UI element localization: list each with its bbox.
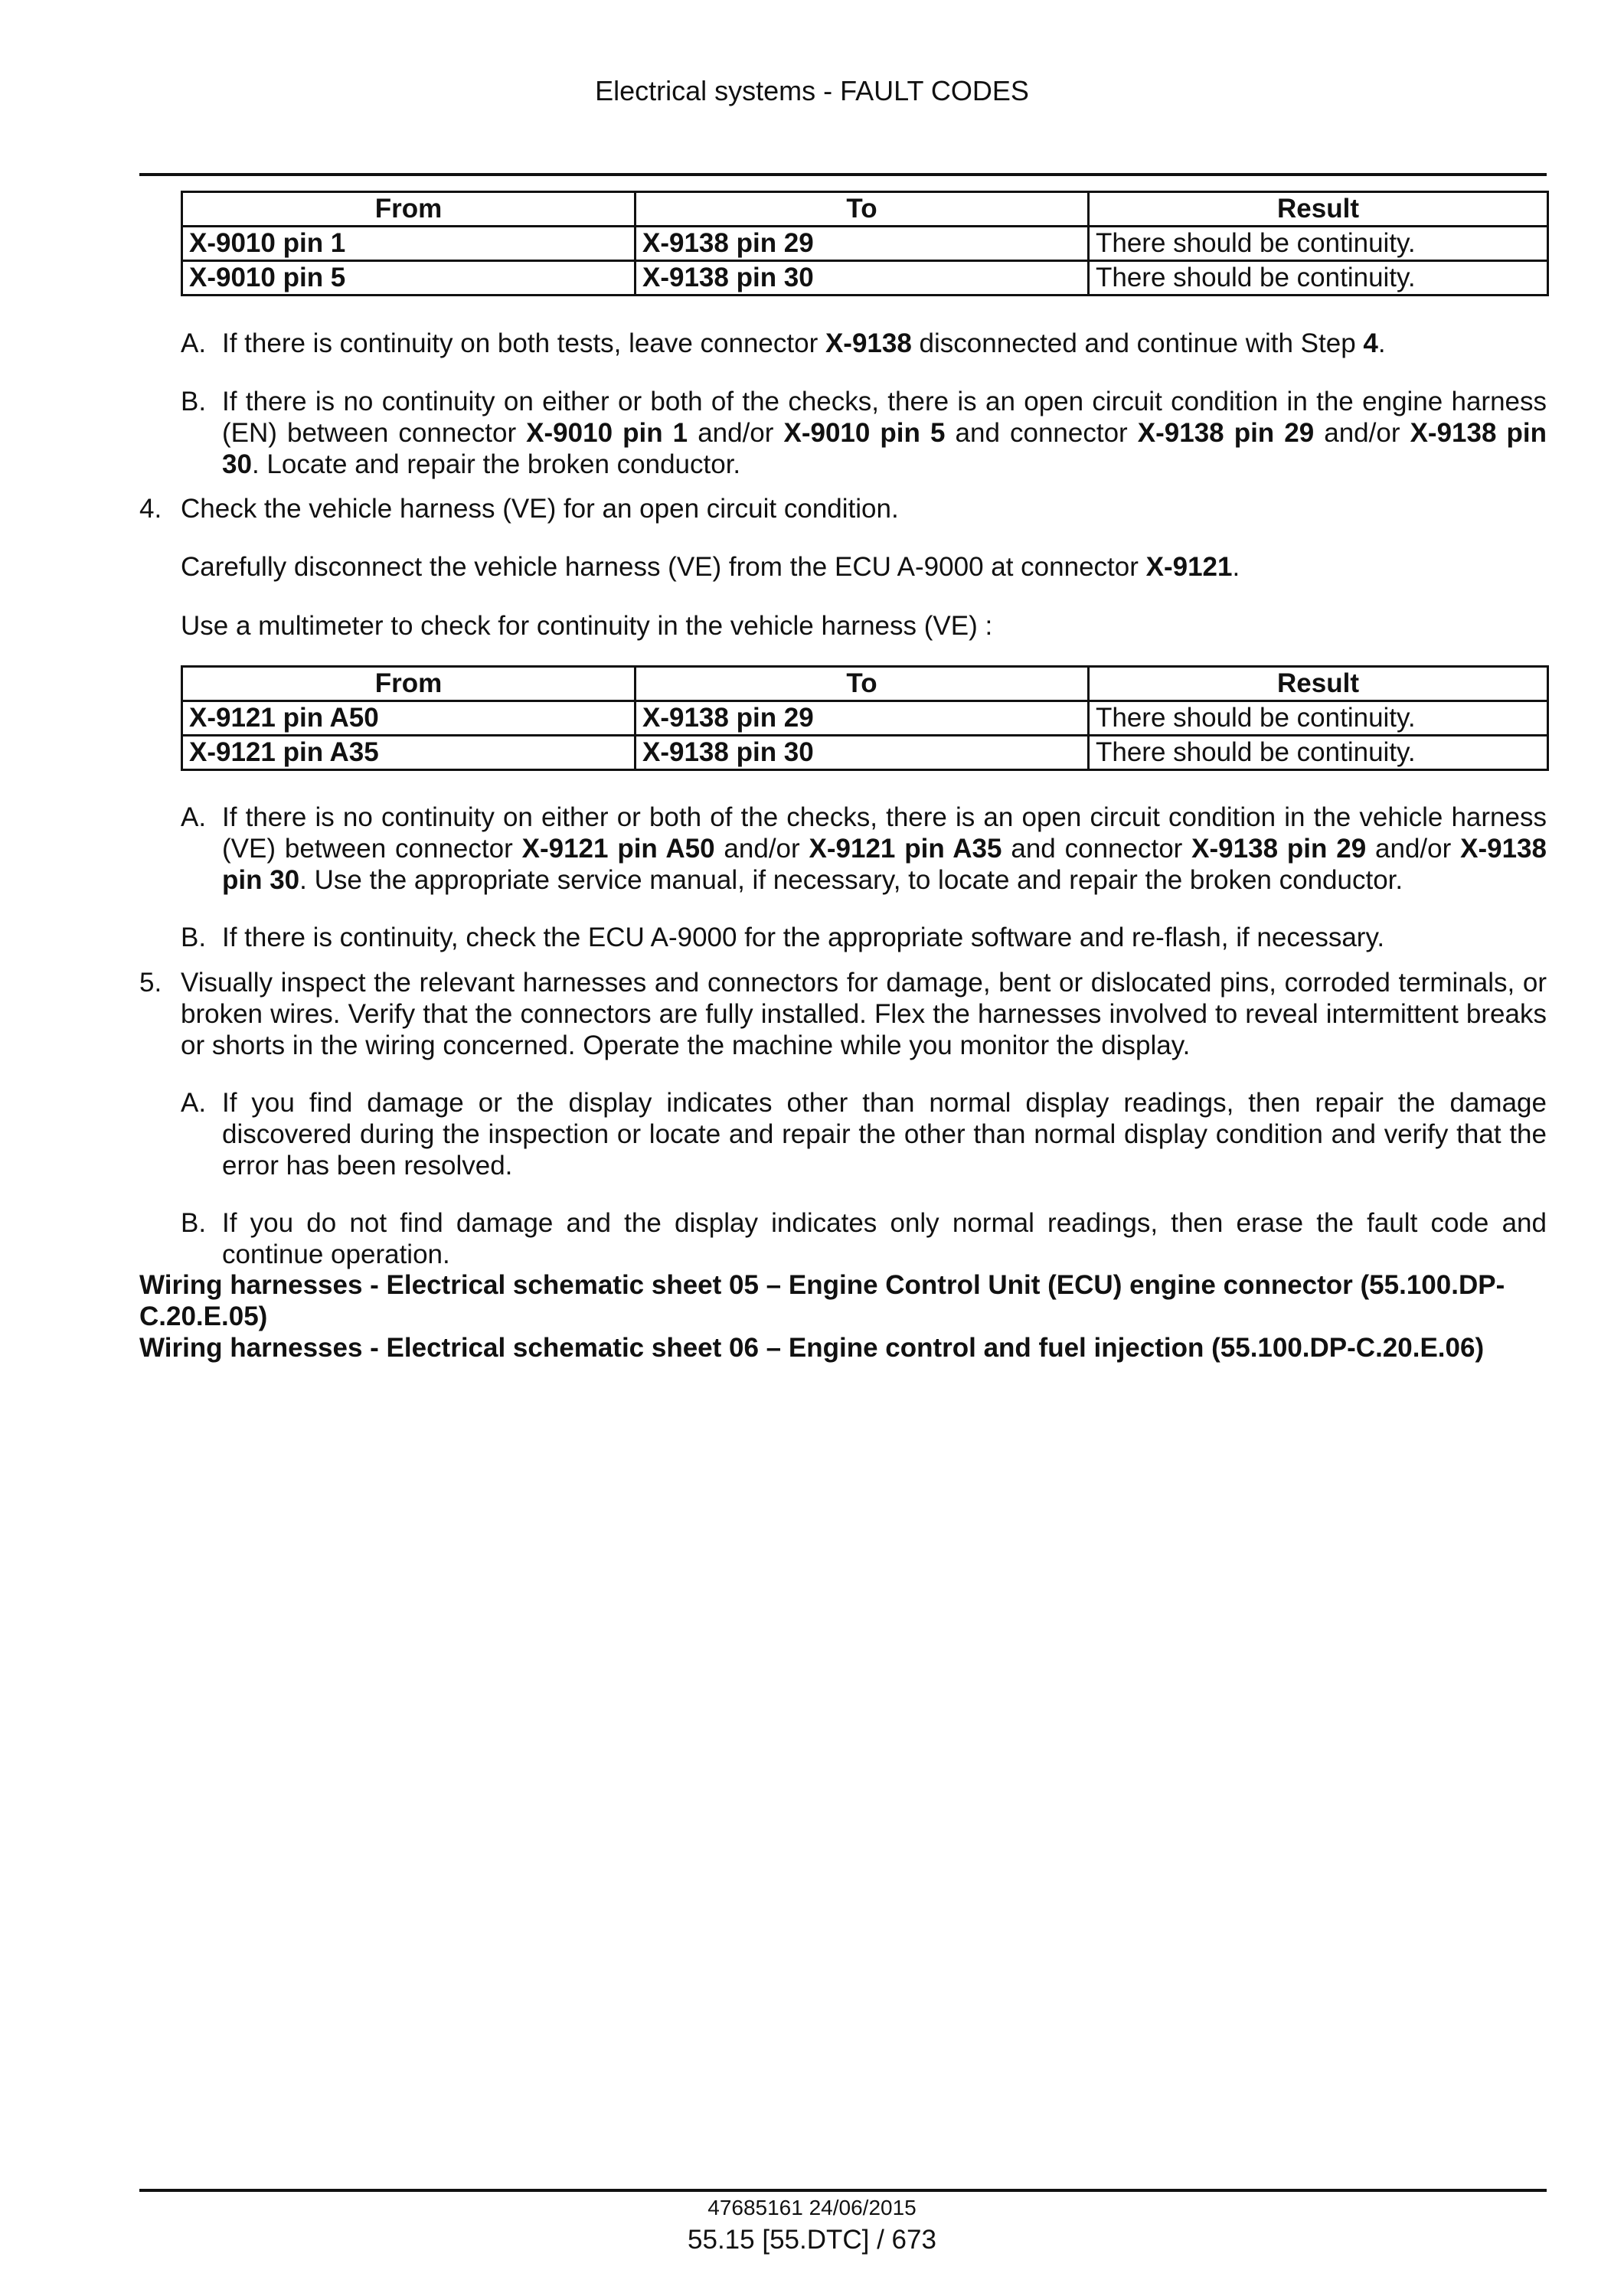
- table-row: [182, 701, 1548, 736]
- item-label: A.: [181, 802, 207, 832]
- item-text: If you find damage or the display indicates other than normal display readings, then repair the damage discovered during the inspection or locate and repair the other than normal display condition and verify that the error has been resolved.: [222, 1088, 1547, 1181]
- footer-page-number: 55.15 [55.DTC] / 673: [688, 2225, 936, 2255]
- page-header-title: Electrical systems - FAULT CODES: [595, 75, 1029, 106]
- cell-result: There should be continuity.: [1089, 701, 1548, 736]
- column-header-from: From: [182, 667, 636, 701]
- step-number: 4.: [139, 494, 162, 524]
- step-text: Visually inspect the relevant harnesses and connectors for damage, bent or dislocated pins, corroded terminals, or broken wires. Verify that the connectors are fully installed. Flex the harnesses involved to reveal intermittent breaks or shorts in the wiring concerned. Operate the machine while you monitor the display.: [181, 968, 1547, 1060]
- step-number: 5.: [139, 968, 162, 998]
- column-header-result: Result: [1089, 667, 1548, 701]
- item-label: B.: [181, 923, 207, 952]
- cell-result: There should be continuity.: [1089, 736, 1548, 770]
- header-rule: [139, 173, 1547, 176]
- column-header-to: To: [636, 192, 1089, 227]
- cell-result: There should be continuity.: [1089, 227, 1548, 261]
- footer-document-id: 47685161 24/06/2015: [707, 2196, 917, 2219]
- cell-to: X-9138 pin 30: [636, 736, 1089, 770]
- item-text: If you do not find damage and the display indicates only normal readings, then erase the fault code and continue operation.: [222, 1208, 1547, 1269]
- table-row: [182, 261, 1548, 296]
- cell-from: X-9121 pin A50: [182, 701, 636, 736]
- item-label: B.: [181, 387, 207, 416]
- item-text: If there is no continuity on either or both of the checks, there is an open circuit condition in the engine harness (EN) between connector X-9010 pin 1 and/or X-9010 pin 5 and connector X-9138 pin 29 and/or X-9138 pin 30. Locate and repair the broken conductor.: [222, 387, 1547, 479]
- table-row: [182, 227, 1548, 261]
- continuity-table-vehicle-harness: [181, 665, 1549, 771]
- cell-from: X-9121 pin A35: [182, 736, 636, 770]
- cell-to: X-9138 pin 29: [636, 701, 1089, 736]
- item-text: If there is continuity, check the ECU A-9000 for the appropriate software and re-flash, if necessary.: [222, 923, 1385, 952]
- cell-to: X-9138 pin 29: [636, 227, 1089, 261]
- table-header-row: [182, 667, 1548, 701]
- cell-to: X-9138 pin 30: [636, 261, 1089, 296]
- cell-result: There should be continuity.: [1089, 261, 1548, 296]
- reference-link-sheet-06[interactable]: Wiring harnesses - Electrical schematic sheet 06 – Engine control and fuel injection (55.100.DP-C.20.E.06): [139, 1333, 1485, 1363]
- cell-from: X-9010 pin 5: [182, 261, 636, 296]
- step4-paragraph-disconnect: Carefully disconnect the vehicle harness (VE) from the ECU A-9000 at connector X-9121.: [181, 552, 1240, 582]
- reference-link-sheet-05[interactable]: Wiring harnesses - Electrical schematic sheet 05 – Engine Control Unit (ECU) engine connector (55.100.DP-C.20.E.05): [139, 1270, 1505, 1331]
- table-header-row: [182, 192, 1548, 227]
- item-label: B.: [181, 1208, 207, 1238]
- cell-from: X-9010 pin 1: [182, 227, 636, 261]
- step4-paragraph-multimeter: Use a multimeter to check for continuity in the vehicle harness (VE) :: [181, 611, 993, 641]
- footer-rule: [139, 2189, 1547, 2192]
- step-text: Check the vehicle harness (VE) for an open circuit condition.: [181, 494, 899, 524]
- item-text: If there is no continuity on either or both of the checks, there is an open circuit condition in the vehicle harness (VE) between connector X-9121 pin A50 and/or X-9121 pin A35 and connector X-9138 pin 29 and/or X-9138 pin 30. Use the appropriate service manual, if necessary, to locate and repair the broken conductor.: [222, 802, 1547, 895]
- item-label: A.: [181, 328, 207, 358]
- table-row: [182, 736, 1548, 770]
- continuity-table-engine-harness: [181, 191, 1549, 296]
- column-header-from: From: [182, 192, 636, 227]
- column-header-result: Result: [1089, 192, 1548, 227]
- item-text: If there is continuity on both tests, leave connector X-9138 disconnected and continue with Step 4.: [222, 328, 1386, 358]
- column-header-to: To: [636, 667, 1089, 701]
- item-label: A.: [181, 1088, 207, 1118]
